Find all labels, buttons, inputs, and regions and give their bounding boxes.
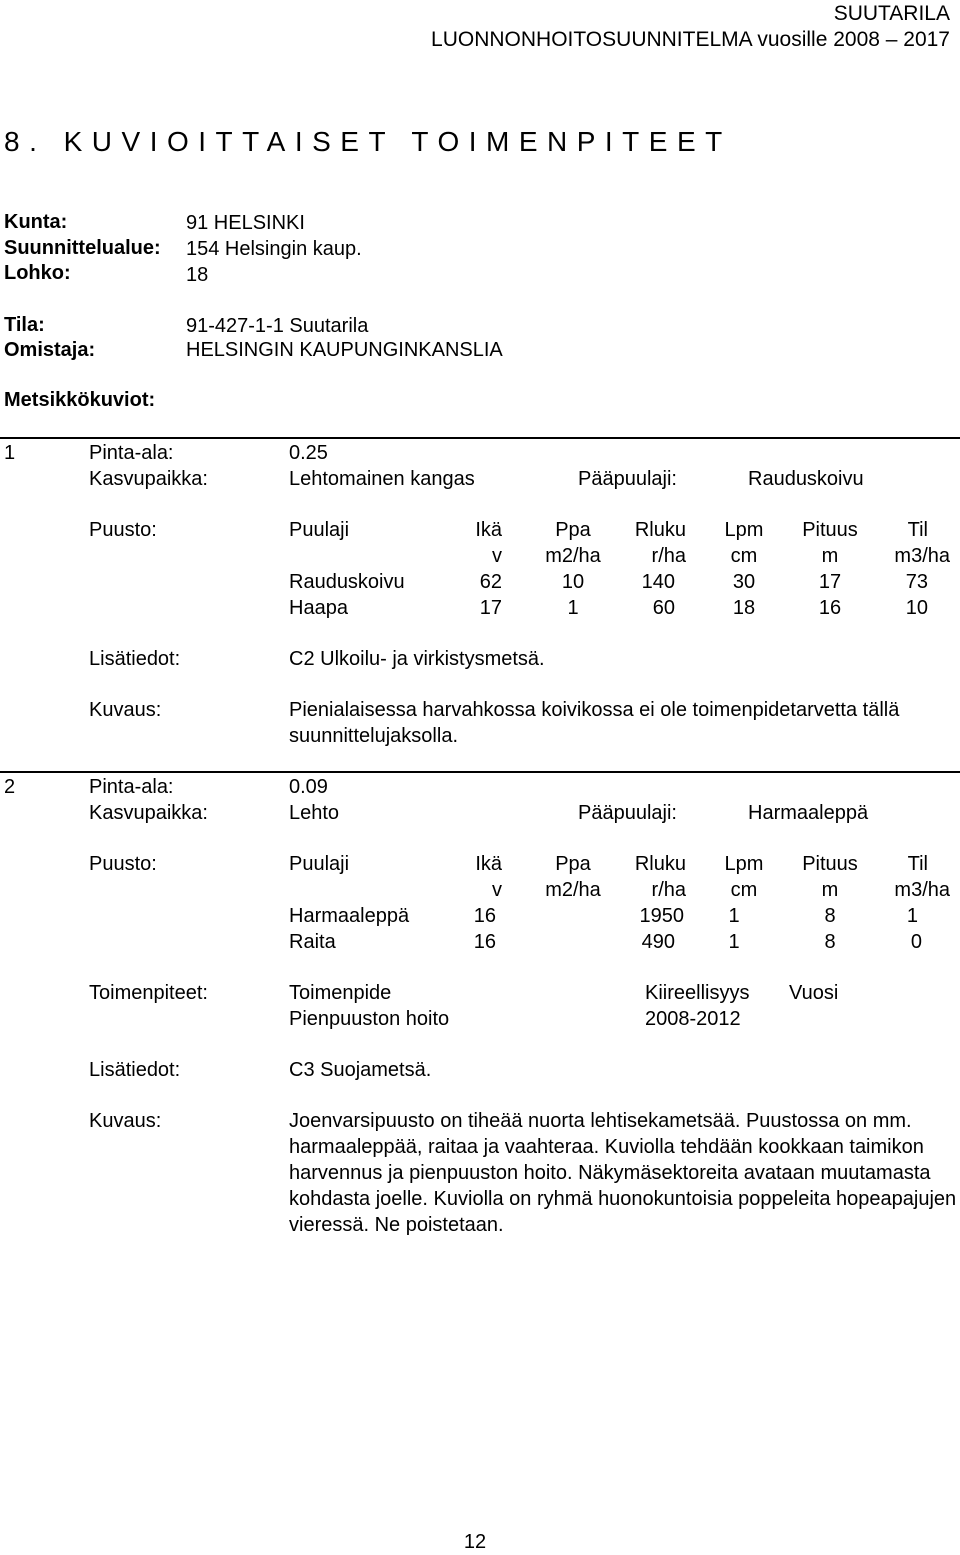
figure-2-action-header-kiireellisyys: Kiireellisyys [645,982,750,1004]
figure-2-main-species-label: Pääpuulaji: [578,802,677,824]
figure-2-area-value: 0.09 [289,776,328,798]
figure-1-site-value: Lehtomainen kangas [289,468,475,490]
figure-2-th-rluku: Rluku [634,853,686,875]
figure-2-th-ppa: Ppa [555,853,591,875]
figure-2-description: Joenvarsipuusto on tiheää nuorta lehtisekametsää. Puustossa on mm. harmaaleppää, raitaa ja vaahteraa. Kuviolla tehdään kookkaan taimikon harvennus ja pienpuuston hoito. Näkymäsektoreita avataan muutamasta kohdasta joelle. Kuviolla on ryhmä huonokuntoisia poppeleita hopeapajujen vieressä. Ne poistetaan. [289,1110,957,1236]
figure-2-unit-rluku: r/ha [651,879,686,901]
figure-1-row-1-ppa: 10 [561,571,585,593]
figure-1-row-2-ppa: 1 [567,597,579,619]
figure-2-site-label: Kasvupaikka: [89,802,208,824]
figure-2-th-lpm: Lpm [724,853,764,875]
page-number: 12 [463,1531,487,1553]
figure-1-description: Pienialaisessa harvahkossa koivikossa ei ole toimenpidetarvetta tällä suunnittelujaksolla. [289,699,900,747]
figure-2-row-2-height: 8 [824,931,836,953]
figure-1-unit-ppa: m2/ha [545,545,601,567]
figure-2-th-puulaji: Puulaji [289,853,350,875]
figure-1-unit-til: m3/ha [894,545,950,567]
lohko-value: 18 [186,264,209,286]
figure-2-row-2-volume: 0 [910,931,922,953]
figure-2-main-species-value: Harmaaleppä [748,802,869,824]
lohko-label: Lohko: [4,262,71,284]
figure-1-th-til: Til [907,519,928,541]
figure-1-th-lpm: Lpm [724,519,764,541]
figure-1-main-species-label: Pääpuulaji: [578,468,677,490]
figure-2-divider [0,771,960,773]
figure-1-row-2-rluku: 60 [652,597,675,619]
figure-2-row-1-volume: 1 [906,905,918,927]
figure-1-area-value: 0.25 [289,442,328,464]
figure-1-row-2-age: 17 [479,597,502,619]
figure-1-row-2-height: 16 [818,597,842,619]
figure-2-row-2-species: Raita [289,931,336,953]
figure-1-lisatiedot-value: C2 Ulkoilu- ja virkistysmetsä. [289,648,545,670]
header-plan-title: LUONNONHOITOSUUNNITELMA vuosille 2008 – 2017 [431,28,950,51]
figure-1-number: 1 [4,442,16,464]
section-title: 8. KUVIOITTAISET TOIMENPITEET [4,126,732,157]
omistaja-label: Omistaja: [4,339,96,361]
figure-1-row-1-volume: 73 [905,571,928,593]
figure-1-lisatiedot-label: Lisätiedot: [89,648,181,670]
figure-1-main-species-value: Rauduskoivu [748,468,864,490]
figure-2-action-period: 2008-2012 [645,1008,741,1030]
figure-2-unit-lpm: cm [730,879,758,901]
figure-1-row-1-rluku: 140 [641,571,675,593]
figure-2-puusto-label: Puusto: [89,853,157,875]
suunnittelualue-label: Suunnittelualue: [4,237,161,259]
suunnittelualue-value: 154 Helsingin kaup. [186,238,362,260]
figure-2-row-2-rluku: 490 [641,931,675,953]
figure-2-action-name: Pienpuuston hoito [289,1008,450,1030]
figure-1-area-label: Pinta-ala: [89,442,174,464]
tila-value: 91-427-1-1 Suutarila [186,315,369,337]
kunta-value: 91 HELSINKI [186,212,305,234]
figure-1-puusto-label: Puusto: [89,519,157,541]
figure-1-kuvaus-label: Kuvaus: [89,699,162,721]
figure-1-unit-pituus: m [821,545,839,567]
figure-2-action-header-vuosi: Vuosi [789,982,839,1004]
figure-2-action-header-toimenpide: Toimenpide [289,982,392,1004]
figure-2-row-2-lpm: 1 [728,931,740,953]
figure-2-unit-ppa: m2/ha [545,879,601,901]
figure-1-unit-lpm: cm [730,545,758,567]
figure-2-row-1-lpm: 1 [728,905,740,927]
figure-1-th-puulaji: Puulaji [289,519,350,541]
figure-2-area-label: Pinta-ala: [89,776,174,798]
figure-2-row-1-height: 8 [824,905,836,927]
metsikkokuviot-label: Metsikkökuviot: [4,389,156,411]
figure-2-number: 2 [4,776,16,798]
figure-2-toimenpiteet-label: Toimenpiteet: [89,982,208,1004]
figure-2-kuvaus-label: Kuvaus: [89,1110,162,1132]
figure-1-unit-ika: v [492,545,502,567]
figure-1-divider [0,437,960,439]
figure-2-th-ika: Ikä [475,853,502,875]
figure-2-th-til: Til [907,853,928,875]
figure-1-row-1-lpm: 30 [732,571,756,593]
figure-2-row-1-rluku: 1950 [639,905,684,927]
figure-1-row-1-species: Rauduskoivu [289,571,405,593]
figure-1-row-2-lpm: 18 [732,597,756,619]
figure-2-row-1-age: 16 [473,905,496,927]
figure-1-th-rluku: Rluku [634,519,686,541]
figure-1-th-pituus: Pituus [802,519,858,541]
figure-2-row-1-species: Harmaaleppä [289,905,410,927]
figure-1-unit-rluku: r/ha [651,545,686,567]
figure-1-row-2-volume: 10 [905,597,928,619]
tila-label: Tila: [4,314,45,336]
figure-2-row-2-age: 16 [473,931,496,953]
figure-2-unit-pituus: m [821,879,839,901]
figure-2-site-value: Lehto [289,802,340,824]
figure-1-row-2-species: Haapa [289,597,348,619]
figure-2-lisatiedot-label: Lisätiedot: [89,1059,181,1081]
figure-2-unit-til: m3/ha [894,879,950,901]
header-site-name: SUUTARILA [833,2,950,25]
figure-1-th-ika: Ikä [475,519,502,541]
figure-1-row-1-age: 62 [479,571,502,593]
figure-1-row-1-height: 17 [818,571,842,593]
kunta-label: Kunta: [4,211,68,233]
figure-2-th-pituus: Pituus [802,853,858,875]
figure-1-site-label: Kasvupaikka: [89,468,208,490]
omistaja-value: HELSINGIN KAUPUNGINKANSLIA [186,339,503,361]
figure-2-unit-ika: v [492,879,502,901]
figure-1-th-ppa: Ppa [555,519,591,541]
figure-2-lisatiedot-value: C3 Suojametsä. [289,1059,432,1081]
